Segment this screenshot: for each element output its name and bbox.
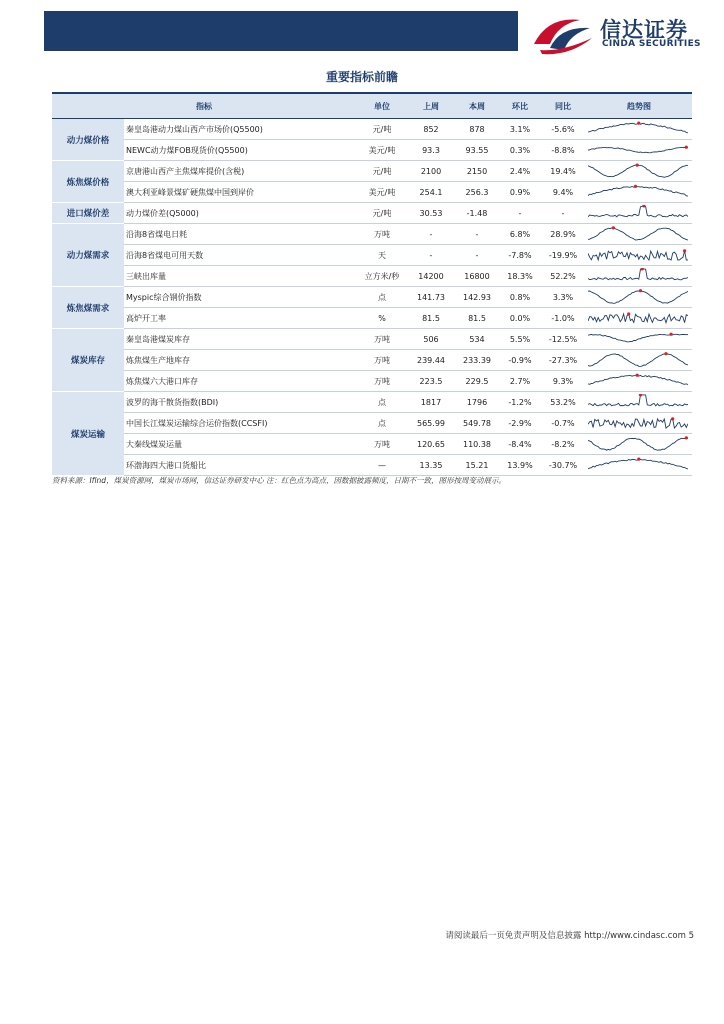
sparkline-svg: [588, 184, 688, 201]
indicator-name: 波罗的海干散货指数(BDI): [124, 392, 356, 413]
this-week-value: 878: [454, 119, 500, 140]
yoy-change: 3.3%: [540, 287, 586, 308]
this-week-value: -: [454, 224, 500, 245]
category-cell: 炼焦煤价格: [52, 161, 124, 203]
trend-sparkline: [586, 140, 692, 161]
last-week-value: 239.44: [408, 350, 454, 371]
trend-sparkline: [586, 371, 692, 392]
company-logo: [530, 14, 701, 58]
last-week-value: 81.5: [408, 308, 454, 329]
sparkline-high-point: [685, 145, 688, 148]
indicator-name: 秦皇岛港煤炭库存: [124, 329, 356, 350]
unit-cell: 元/吨: [356, 203, 408, 224]
sparkline-high-point: [642, 205, 645, 208]
sparkline-svg: [588, 436, 688, 453]
trend-sparkline: [586, 266, 692, 287]
logo-english-name: CINDA SECURITIES: [602, 39, 701, 49]
wow-change: 0.3%: [500, 140, 540, 161]
this-week-value: 1796: [454, 392, 500, 413]
unit-cell: 元/吨: [356, 161, 408, 182]
sparkline-svg: [588, 142, 688, 159]
sparkline-line: [588, 165, 688, 177]
trend-sparkline: [586, 434, 692, 455]
sparkline-svg: [588, 289, 688, 306]
sparkline-high-point: [612, 226, 615, 229]
unit-cell: 美元/吨: [356, 182, 408, 203]
sparkline-svg: [588, 121, 688, 138]
sparkline-svg: [588, 205, 688, 222]
sparkline-high-point: [641, 268, 644, 271]
table-row: [52, 161, 692, 182]
unit-cell: 万吨: [356, 350, 408, 371]
sparkline-high-point: [683, 249, 686, 252]
sparkline-svg: [588, 373, 688, 390]
table-row: [52, 140, 692, 161]
unit-cell: 美元/吨: [356, 140, 408, 161]
wow-change: -2.9%: [500, 413, 540, 434]
unit-cell: 万吨: [356, 434, 408, 455]
yoy-change: -27.3%: [540, 350, 586, 371]
sparkline-line: [588, 353, 688, 366]
this-week-value: 233.39: [454, 350, 500, 371]
sparkline-high-point: [636, 373, 639, 376]
table-row: [52, 203, 692, 224]
table-row: [52, 434, 692, 455]
last-week-value: 1817: [408, 392, 454, 413]
page-footer: [445, 929, 694, 941]
table-row: [52, 350, 692, 371]
sparkline-high-point: [664, 352, 667, 355]
sparkline-svg: [588, 415, 688, 432]
yoy-change: -1.0%: [540, 308, 586, 329]
sparkline-line: [588, 205, 688, 216]
header-this-week: 本周: [454, 93, 500, 119]
sparkline-svg: [588, 457, 688, 474]
wow-change: -1.2%: [500, 392, 540, 413]
trend-sparkline: [586, 413, 692, 434]
this-week-value: 81.5: [454, 308, 500, 329]
sparkline-high-point: [639, 289, 642, 292]
indicator-name: 沿海8省煤电日耗: [124, 224, 356, 245]
yoy-change: -8.2%: [540, 434, 586, 455]
sparkline-line: [588, 268, 688, 279]
this-week-value: 229.5: [454, 371, 500, 392]
last-week-value: 254.1: [408, 182, 454, 203]
wow-change: 3.1%: [500, 119, 540, 140]
sparkline-svg: [588, 331, 688, 348]
table-row: [52, 455, 692, 476]
yoy-change: 52.2%: [540, 266, 586, 287]
indicator-name: 京唐港山西产主焦煤库提价(含税): [124, 161, 356, 182]
category-cell: 炼焦煤需求: [52, 287, 124, 329]
sparkline-line: [588, 227, 688, 239]
last-week-value: 223.5: [408, 371, 454, 392]
sparkline-svg: [588, 163, 688, 180]
this-week-value: 256.3: [454, 182, 500, 203]
table-header-row: [52, 93, 692, 119]
table-row: [52, 392, 692, 413]
sparkline-svg: [588, 268, 688, 285]
yoy-change: -12.5%: [540, 329, 586, 350]
indicator-name: 动力煤价差(Q5000): [124, 203, 356, 224]
indicator-name: Myspic综合钢价指数: [124, 287, 356, 308]
trend-sparkline: [586, 224, 692, 245]
table-row: [52, 245, 692, 266]
header-trend: 趋势图: [586, 93, 692, 119]
sparkline-high-point: [685, 436, 688, 439]
category-cell: 煤炭库存: [52, 329, 124, 392]
last-week-value: 120.65: [408, 434, 454, 455]
last-week-value: 13.35: [408, 455, 454, 476]
last-week-value: 14200: [408, 266, 454, 287]
category-cell: 煤炭运输: [52, 392, 124, 476]
last-week-value: -: [408, 224, 454, 245]
sparkline-svg: [588, 226, 688, 243]
category-cell: 动力煤需求: [52, 224, 124, 287]
logo-chinese-name: 信达证券: [600, 18, 688, 42]
indicator-name: 大秦线煤炭运量: [124, 434, 356, 455]
source-note: 资料来源：Ifind，煤炭资源网，煤炭市场网，信达证券研发中心 注：红色点为高点，因数据披露频度，日期不一致，图形按周变动展示。: [52, 476, 506, 485]
table-row: [52, 371, 692, 392]
yoy-change: 9.4%: [540, 182, 586, 203]
indicator-name: NEWC动力煤FOB现货价(Q5500): [124, 140, 356, 161]
unit-cell: 点: [356, 392, 408, 413]
indicator-name: 高炉开工率: [124, 308, 356, 329]
yoy-change: -5.6%: [540, 119, 586, 140]
indicator-name: 澳大利亚峰景煤矿硬焦煤中国到岸价: [124, 182, 356, 203]
yoy-change: 53.2%: [540, 392, 586, 413]
last-week-value: 852: [408, 119, 454, 140]
page-number: 5: [688, 931, 694, 941]
unit-cell: 万吨: [356, 224, 408, 245]
wow-change: -0.9%: [500, 350, 540, 371]
table-row: [52, 119, 692, 140]
indicator-name: 环渤海四大港口货船比: [124, 455, 356, 476]
page-title: 重要指标前瞻: [325, 70, 398, 84]
yoy-change: -19.9%: [540, 245, 586, 266]
wow-change: -: [500, 203, 540, 224]
footer-disclaimer[interactable]: 请阅读最后一页免责声明及信息披露 http://www.cindasc.com: [445, 931, 686, 941]
yoy-change: 28.9%: [540, 224, 586, 245]
indicator-name: 炼焦煤六大港口库存: [124, 371, 356, 392]
header-banner: [44, 11, 518, 51]
this-week-value: 93.55: [454, 140, 500, 161]
header-yoy: 同比: [540, 93, 586, 119]
category-cell: 动力煤价格: [52, 119, 124, 161]
wow-change: -8.4%: [500, 434, 540, 455]
sparkline-line: [588, 250, 688, 259]
trend-sparkline: [586, 287, 692, 308]
this-week-value: 15.21: [454, 455, 500, 476]
table-row: [52, 224, 692, 245]
indicator-name: 炼焦煤生产地库存: [124, 350, 356, 371]
table-row: [52, 413, 692, 434]
table-row: [52, 329, 692, 350]
unit-cell: 天: [356, 245, 408, 266]
indicator-name: 秦皇岛港动力煤山西产市场价(Q5500): [124, 119, 356, 140]
yoy-change: 19.4%: [540, 161, 586, 182]
this-week-value: 110.38: [454, 434, 500, 455]
unit-cell: 点: [356, 287, 408, 308]
this-week-value: -: [454, 245, 500, 266]
header-unit: 单位: [356, 93, 408, 119]
last-week-value: -: [408, 245, 454, 266]
table-row: [52, 287, 692, 308]
trend-sparkline: [586, 329, 692, 350]
table-body: [52, 119, 692, 476]
indicator-name: 三峡出库量: [124, 266, 356, 287]
wow-change: 5.5%: [500, 329, 540, 350]
logo-mark-icon: [530, 14, 596, 58]
sparkline-high-point: [627, 312, 630, 315]
wow-change: 13.9%: [500, 455, 540, 476]
unit-cell: 万吨: [356, 371, 408, 392]
trend-sparkline: [586, 182, 692, 203]
sparkline-high-point: [639, 394, 642, 397]
table-row: [52, 308, 692, 329]
sparkline-svg: [588, 310, 688, 327]
indicator-name: 中国长江煤炭运输综合运价指数(CCSFI): [124, 413, 356, 434]
trend-sparkline: [586, 308, 692, 329]
wow-change: 2.4%: [500, 161, 540, 182]
sparkline-line: [588, 314, 688, 323]
last-week-value: 565.99: [408, 413, 454, 434]
sparkline-line: [588, 334, 688, 342]
indicator-table: [52, 92, 692, 476]
sparkline-svg: [588, 352, 688, 369]
header-last-week: 上周: [408, 93, 454, 119]
indicator-name: 沿海8省煤电可用天数: [124, 245, 356, 266]
unit-cell: 元/吨: [356, 119, 408, 140]
table-row: [52, 182, 692, 203]
trend-sparkline: [586, 350, 692, 371]
header-wow: 环比: [500, 93, 540, 119]
last-week-value: 506: [408, 329, 454, 350]
trend-sparkline: [586, 455, 692, 476]
sparkline-line: [588, 290, 688, 303]
trend-sparkline: [586, 392, 692, 413]
this-week-value: 534: [454, 329, 500, 350]
table-row: [52, 266, 692, 287]
last-week-value: 2100: [408, 161, 454, 182]
category-cell: 进口煤价差: [52, 203, 124, 224]
unit-cell: 点: [356, 413, 408, 434]
sparkline-line: [588, 123, 688, 133]
this-week-value: 16800: [454, 266, 500, 287]
sparkline-high-point: [636, 163, 639, 166]
yoy-change: -8.8%: [540, 140, 586, 161]
wow-change: 0.0%: [500, 308, 540, 329]
sparkline-line: [588, 147, 688, 153]
wow-change: 0.8%: [500, 287, 540, 308]
this-week-value: 549.78: [454, 413, 500, 434]
unit-cell: —: [356, 455, 408, 476]
wow-change: -7.8%: [500, 245, 540, 266]
yoy-change: -30.7%: [540, 455, 586, 476]
trend-sparkline: [586, 161, 692, 182]
this-week-value: -1.48: [454, 203, 500, 224]
yoy-change: 9.3%: [540, 371, 586, 392]
sparkline-high-point: [637, 457, 640, 460]
this-week-value: 2150: [454, 161, 500, 182]
last-week-value: 141.73: [408, 287, 454, 308]
unit-cell: 立方米/秒: [356, 266, 408, 287]
sparkline-svg: [588, 247, 688, 264]
last-week-value: 30.53: [408, 203, 454, 224]
trend-sparkline: [586, 245, 692, 266]
last-week-value: 93.3: [408, 140, 454, 161]
sparkline-line: [588, 437, 688, 449]
unit-cell: 万吨: [356, 329, 408, 350]
sparkline-high-point: [670, 332, 673, 335]
wow-change: 2.7%: [500, 371, 540, 392]
trend-sparkline: [586, 203, 692, 224]
sparkline-high-point: [671, 417, 674, 420]
yoy-change: -0.7%: [540, 413, 586, 434]
sparkline-line: [588, 186, 688, 196]
yoy-change: -: [540, 203, 586, 224]
sparkline-line: [588, 459, 688, 469]
wow-change: 18.3%: [500, 266, 540, 287]
sparkline-high-point: [634, 184, 637, 187]
sparkline-svg: [588, 394, 688, 411]
header-indicator: 指标: [52, 93, 356, 119]
unit-cell: %: [356, 308, 408, 329]
wow-change: 0.9%: [500, 182, 540, 203]
trend-sparkline: [586, 119, 692, 140]
sparkline-high-point: [637, 121, 640, 124]
sparkline-line: [588, 394, 688, 405]
this-week-value: 142.93: [454, 287, 500, 308]
sparkline-line: [588, 375, 688, 384]
wow-change: 6.8%: [500, 224, 540, 245]
